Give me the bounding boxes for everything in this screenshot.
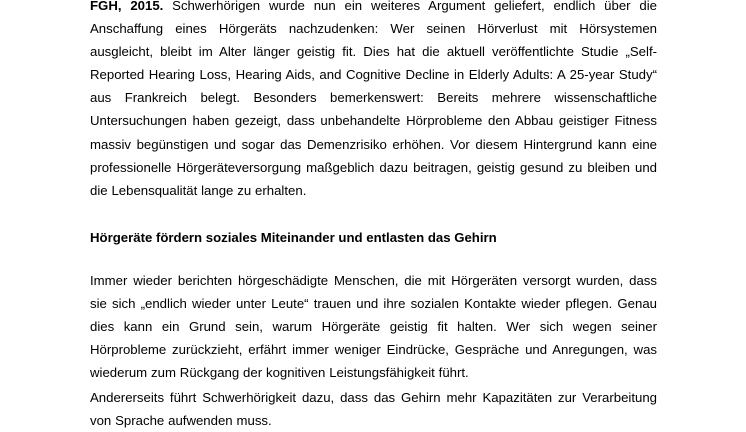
document-page <box>90 0 657 429</box>
body-paragraph: Immer wieder berichten hörgeschädigte Menschen, die mit Hörgeräten versorgt wurden, dass sie sich „endlich wieder unter Leute“ trauen und ihre sozialen Kontakte wieder pflegen. Genau dies kann ein Grund sein, warum Hörgeräte geistig fit halten. Wer sich wegen seiner Hörprobleme zurückzieht, erfährt immer weniger Eindrücke, Gespräche und Anregungen, was wiederum zum Rückgang der kognitiven Leistungsfähigkeit führt. <box>90 273 657 381</box>
body-paragraph-continued: Andererseits führt Schwerhörigkeit dazu, dass das Gehirn mehr Kapazitäten zur Verarbeitung von Sprache aufwenden muss. <box>90 390 657 429</box>
dateline: FGH, 2015. <box>90 0 164 13</box>
intro-paragraph-text: Schwerhörigen wurde nun ein weiteres Argument geliefert, endlich über die Anschaffung eines Hörgeräts nachzudenken: Wer seinen Hörverlust mit Hörsystemen ausgleicht, bleibt im Alter länger geistig fit. Dies hat die aktuell veröffentlichte Studie „Self-Reported Hearing Loss, Hearing Aids, and Cognitive Decline in Elderly Adults: A 25-year Study“ aus Frankreich belegt. Besonders bemerkenswert: Bereits mehrere wissenschaftliche Untersuchungen haben gezeigt, dass unbehandelte Hörprobleme den Abbau geistiger Fitness massiv begünstigen und sogar das Demenzrisiko erhöhen. Vor diesem Hintergrund kann eine professionelle Hörgeräteversorgung maßgeblich dazu beitragen, geistig gesund zu bleiben und die Lebensqualität lange zu erhalten. <box>90 0 657 198</box>
intro-paragraph <box>90 0 657 202</box>
section-heading: Hörgeräte fördern soziales Miteinander und entlasten das Gehirn <box>90 230 497 245</box>
